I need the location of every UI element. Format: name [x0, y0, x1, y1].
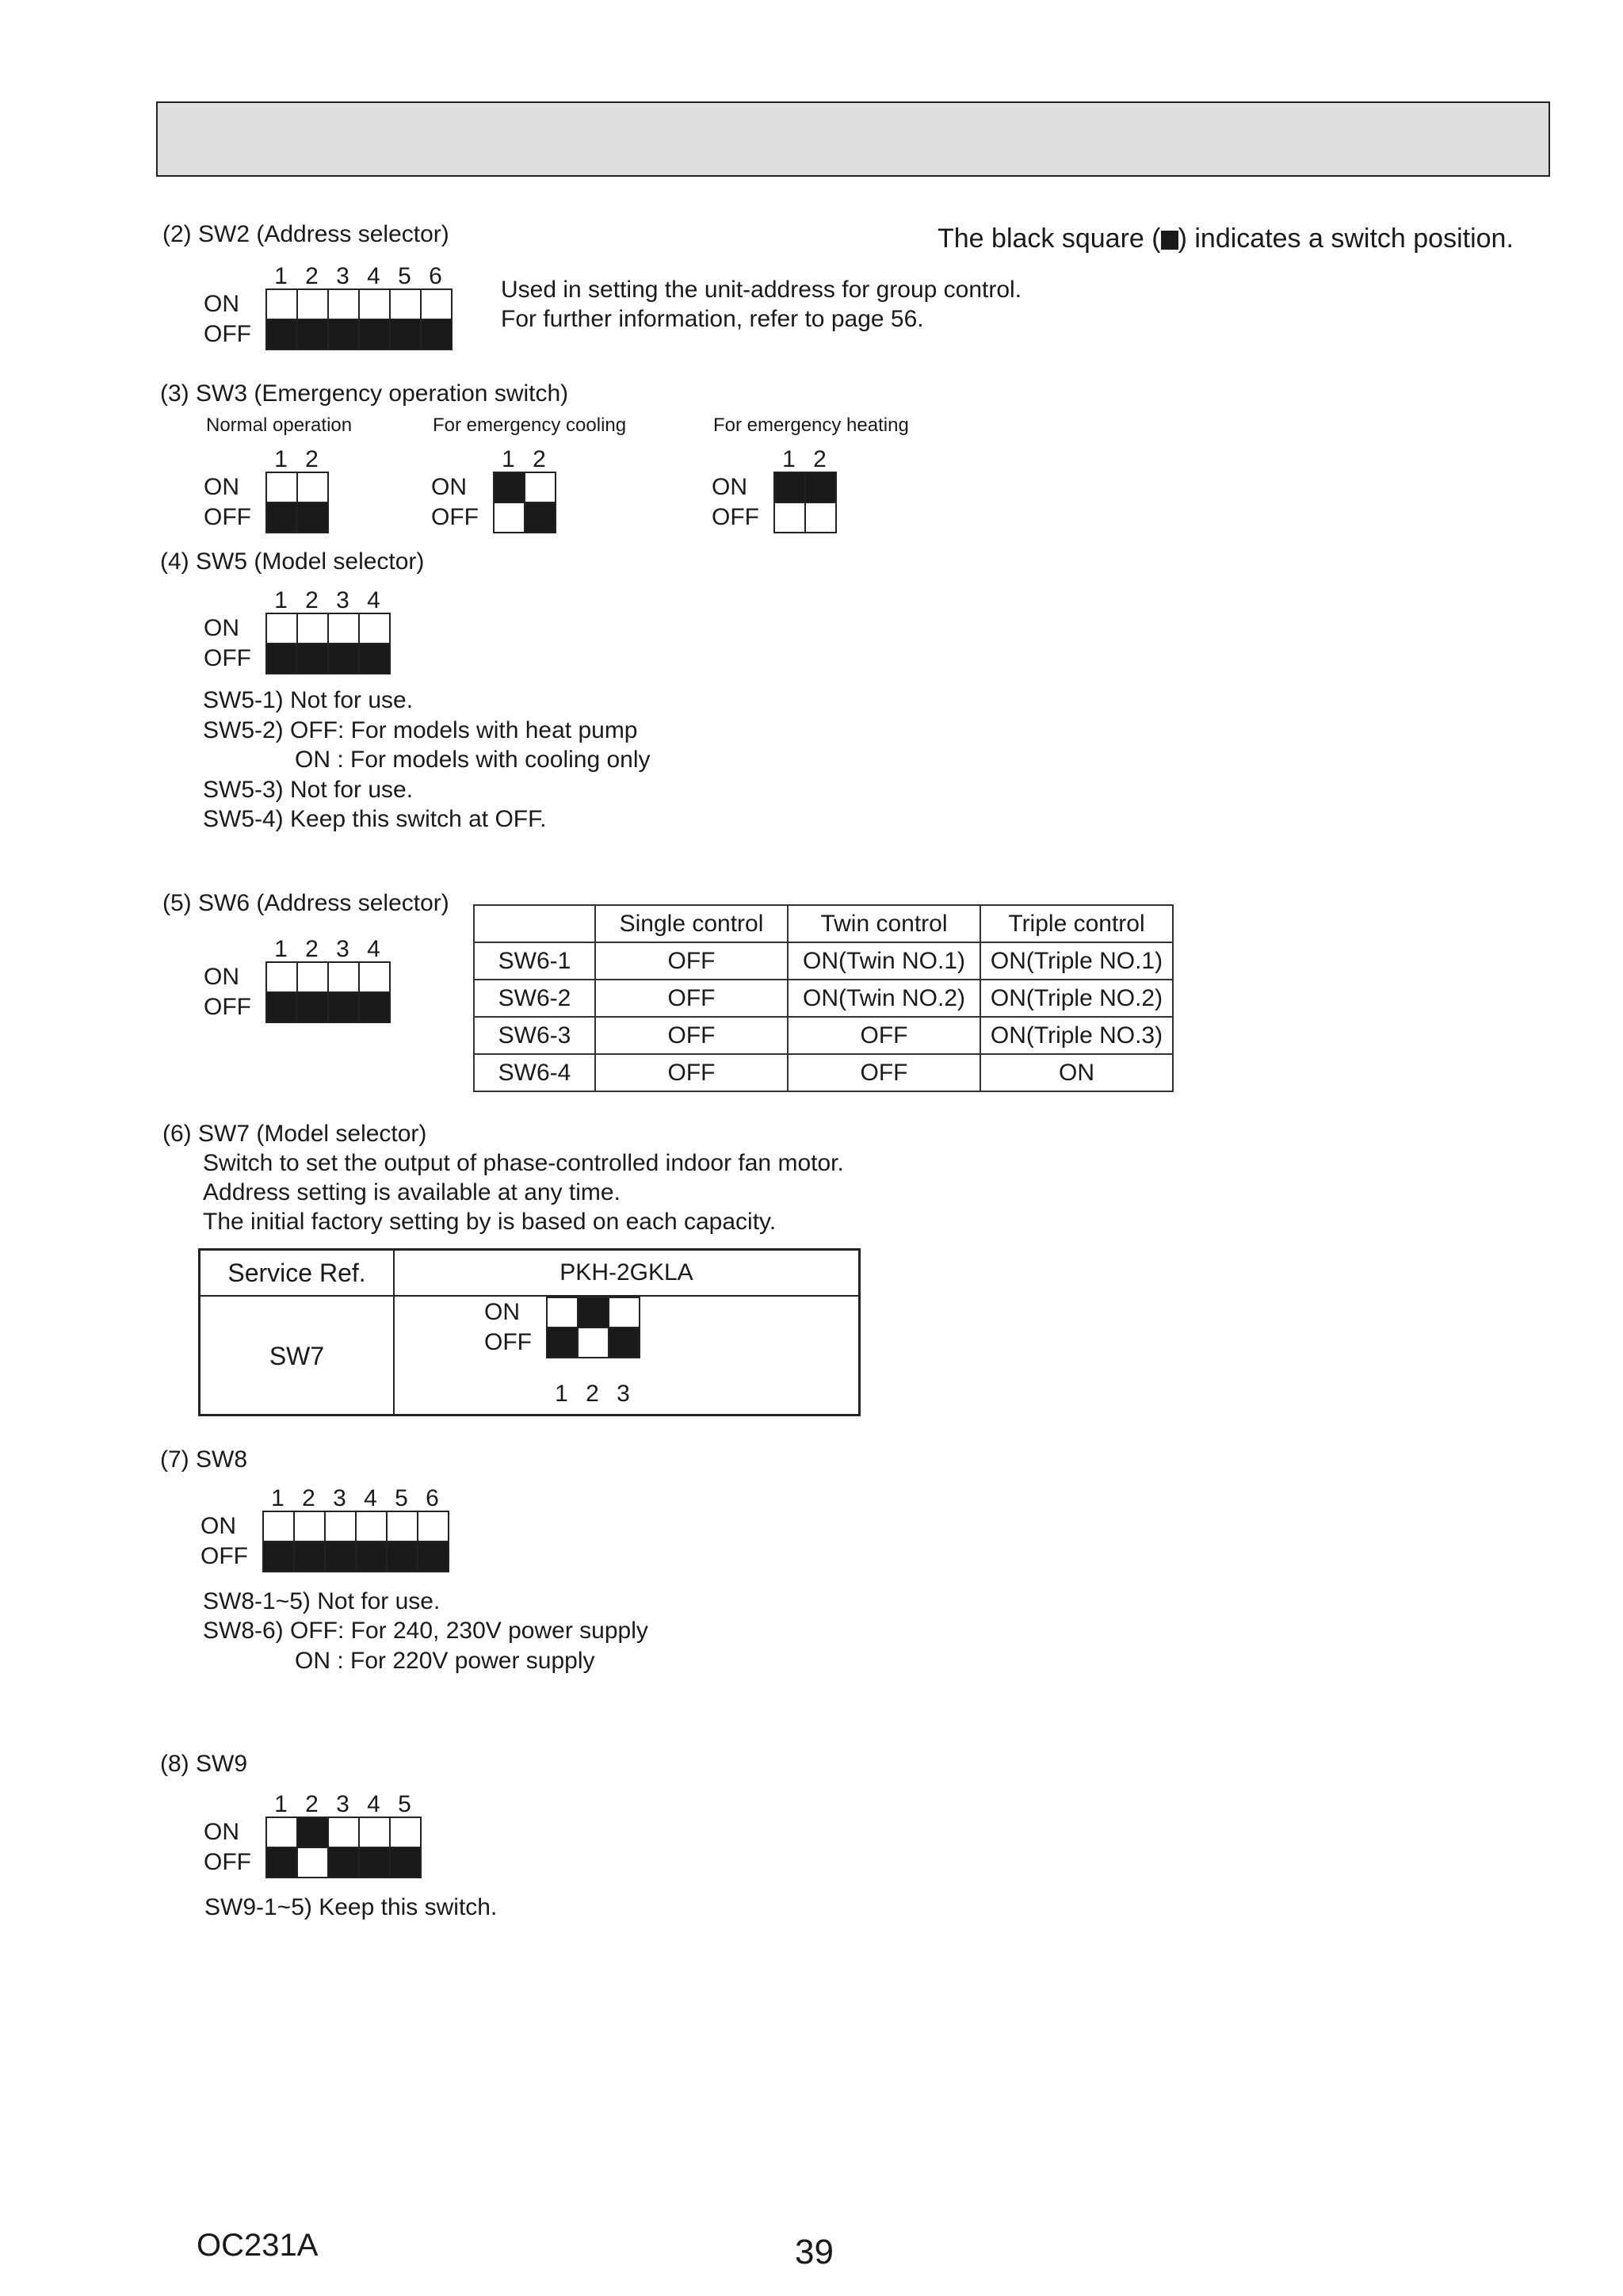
table-cell: SW6-3 — [474, 1017, 595, 1054]
switch-position — [298, 963, 329, 1022]
switch-number: 3 — [336, 263, 349, 289]
sw9-note: SW9-1~5) Keep this switch. — [204, 1894, 498, 1920]
switch-position — [329, 963, 360, 1022]
table-cell: ON(Twin NO.2) — [788, 980, 980, 1017]
sw8-note-1: SW8-1~5) Not for use. — [203, 1588, 441, 1614]
legend — [938, 223, 1514, 254]
switch-number: 2 — [305, 936, 319, 962]
switch-off-label: OFF — [204, 994, 251, 1020]
switch-position — [357, 1512, 388, 1571]
legend-text-after: ) indicates a switch position. — [1178, 223, 1514, 254]
switch-number: 5 — [395, 1485, 408, 1511]
switch-grid — [493, 472, 556, 533]
switch-number: 2 — [305, 446, 319, 472]
table-cell: OFF — [595, 1054, 788, 1091]
switch-position — [267, 1818, 298, 1877]
sw6-table-header: Single control — [595, 905, 788, 942]
switch-number: 3 — [617, 1381, 630, 1407]
switch-number: 1 — [782, 446, 796, 472]
switch-position — [775, 473, 806, 532]
switch-number: 6 — [429, 263, 442, 289]
table-cell: SW6-2 — [474, 980, 595, 1017]
switch-number: 1 — [502, 446, 515, 472]
switch-off-label: OFF — [204, 1849, 251, 1875]
switch-number: 1 — [274, 1791, 288, 1817]
sw3-variant-label-normal: Normal operation — [206, 415, 353, 436]
switch-position — [360, 614, 389, 673]
switch-number: 2 — [305, 1791, 319, 1817]
switch-off-label: OFF — [431, 504, 479, 530]
sw3-variant-label-cooling: For emergency cooling — [433, 415, 627, 436]
black-square-icon — [1161, 231, 1178, 250]
sw7-line-1: Switch to set the output of phase-controlled indoor fan motor. — [203, 1150, 844, 1176]
switch-position — [326, 1512, 357, 1571]
switch-number: 2 — [533, 446, 546, 472]
legend-text-before: The black square ( — [938, 223, 1161, 254]
switch-number: 4 — [367, 263, 380, 289]
switch-position — [418, 1512, 448, 1571]
switch-number: 3 — [336, 1791, 349, 1817]
sw6-heading: (5) SW6 (Address selector) — [162, 890, 449, 916]
switch-position — [360, 290, 391, 349]
switch-on-label: ON — [204, 615, 239, 641]
switch-grid — [773, 472, 837, 533]
switch-number: 1 — [274, 263, 288, 289]
switch-on-label: ON — [484, 1299, 520, 1325]
sw8-note-2: SW8-6) OFF: For 240, 230V power supply — [203, 1618, 648, 1644]
table-divider — [200, 1295, 858, 1297]
table-cell: ON(Triple NO.3) — [980, 1017, 1173, 1054]
table-cell: ON(Triple NO.2) — [980, 980, 1173, 1017]
table-cell: OFF — [595, 1017, 788, 1054]
switch-position — [609, 1298, 639, 1357]
switch-position — [360, 1818, 391, 1877]
switch-number: 1 — [274, 446, 288, 472]
switch-number: 1 — [274, 936, 288, 962]
switch-number: 5 — [398, 263, 411, 289]
switch-off-label: OFF — [712, 504, 759, 530]
switch-on-label: ON — [200, 1513, 236, 1539]
switch-position — [388, 1512, 418, 1571]
sw7-table-header-service-ref: Service Ref. — [227, 1259, 366, 1287]
switch-number: 2 — [302, 1485, 315, 1511]
switch-number: 3 — [336, 936, 349, 962]
sw2-heading: (2) SW2 (Address selector) — [162, 221, 449, 247]
sw5-note-1: SW5-1) Not for use. — [203, 687, 414, 713]
table-cell: ON(Triple NO.1) — [980, 942, 1173, 980]
switch-on-label: ON — [204, 474, 239, 500]
table-row — [474, 1054, 1173, 1091]
sw2-desc-line-1: Used in setting the unit-address for group control. — [501, 277, 1022, 303]
table-cell: OFF — [788, 1054, 980, 1091]
switch-position — [264, 1512, 295, 1571]
page-number: 39 — [795, 2233, 834, 2271]
switch-off-label: OFF — [200, 1543, 248, 1569]
switch-position — [329, 1818, 360, 1877]
sw7-table-header-model: PKH-2GKLA — [559, 1259, 693, 1286]
footer-model-code: OC231A — [197, 2228, 319, 2263]
switch-on-label: ON — [712, 474, 747, 500]
table-cell: SW6-1 — [474, 942, 595, 980]
switch-position — [391, 1818, 420, 1877]
switch-number: 4 — [367, 1791, 380, 1817]
sw8-note-3: ON : For 220V power supply — [295, 1648, 595, 1674]
sw6-table-header: Triple control — [980, 905, 1173, 942]
table-cell: SW6-4 — [474, 1054, 595, 1091]
switch-number: 4 — [367, 587, 380, 613]
switch-position — [548, 1298, 579, 1357]
switch-grid — [265, 472, 329, 533]
switch-on-label: ON — [204, 291, 239, 317]
header-band — [156, 101, 1550, 177]
switch-off-label: OFF — [204, 321, 251, 347]
sw7-line-2: Address setting is available at any time. — [203, 1179, 621, 1205]
switch-number: 1 — [271, 1485, 285, 1511]
switch-grid — [265, 1817, 422, 1878]
switch-grid — [265, 961, 391, 1023]
switch-position — [298, 290, 329, 349]
sw6-table-header: Twin control — [788, 905, 980, 942]
switch-position — [267, 963, 298, 1022]
switch-number: 1 — [555, 1381, 568, 1407]
switch-position — [525, 473, 555, 532]
switch-number: 3 — [336, 587, 349, 613]
sw5-note-5: SW5-4) Keep this switch at OFF. — [203, 806, 547, 832]
switch-off-label: OFF — [484, 1329, 532, 1355]
switch-number: 1 — [274, 587, 288, 613]
table-cell: ON — [980, 1054, 1173, 1091]
sw9-heading: (8) SW9 — [160, 1751, 248, 1777]
switch-off-label: OFF — [204, 645, 251, 671]
switch-number: 2 — [586, 1381, 599, 1407]
switch-position — [360, 963, 389, 1022]
switch-off-label: OFF — [204, 504, 251, 530]
switch-position — [267, 614, 298, 673]
switch-position — [267, 473, 298, 532]
switch-position — [267, 290, 298, 349]
switch-number: 3 — [333, 1485, 346, 1511]
table-row — [474, 1017, 1173, 1054]
switch-position — [806, 473, 835, 532]
sw5-note-2: SW5-2) OFF: For models with heat pump — [203, 717, 638, 743]
table-cell: OFF — [595, 942, 788, 980]
sw6-table-header-blank — [474, 905, 595, 942]
switch-number: 6 — [426, 1485, 439, 1511]
switch-position — [329, 614, 360, 673]
sw7-table — [198, 1248, 861, 1416]
switch-number: 2 — [813, 446, 827, 472]
switch-position — [295, 1512, 326, 1571]
sw3-variant-label-heating: For emergency heating — [713, 415, 909, 436]
switch-position — [391, 290, 422, 349]
sw5-note-4: SW5-3) Not for use. — [203, 777, 414, 803]
table-row — [474, 980, 1173, 1017]
table-cell: OFF — [788, 1017, 980, 1054]
switch-grid — [262, 1511, 449, 1572]
sw7-table-row-label: SW7 — [269, 1342, 325, 1370]
switch-position — [579, 1298, 609, 1357]
switch-on-label: ON — [204, 1819, 239, 1845]
sw5-heading: (4) SW5 (Model selector) — [160, 548, 425, 575]
switch-position — [495, 473, 525, 532]
switch-position — [298, 1818, 329, 1877]
switch-position — [329, 290, 360, 349]
switch-number: 4 — [367, 936, 380, 962]
sw6-control-table — [473, 904, 1174, 1092]
sw2-desc-line-2: For further information, refer to page 56. — [501, 306, 924, 332]
sw7-line-3: The initial factory setting by is based on each capacity. — [203, 1209, 777, 1235]
switch-on-label: ON — [204, 964, 239, 990]
switch-grid — [265, 288, 453, 350]
switch-number: 4 — [364, 1485, 377, 1511]
switch-number: 5 — [398, 1791, 411, 1817]
sw7-heading: (6) SW7 (Model selector) — [162, 1121, 427, 1147]
switch-on-label: ON — [431, 474, 467, 500]
table-cell: ON(Twin NO.1) — [788, 942, 980, 980]
table-cell: OFF — [595, 980, 788, 1017]
sw3-heading: (3) SW3 (Emergency operation switch) — [160, 380, 569, 407]
sw8-heading: (7) SW8 — [160, 1446, 248, 1473]
switch-number: 2 — [305, 263, 319, 289]
sw6-table-header-row — [474, 905, 1173, 942]
switch-position — [422, 290, 451, 349]
switch-grid — [265, 613, 391, 674]
switch-position — [298, 614, 329, 673]
switch-number: 2 — [305, 587, 319, 613]
switch-position — [298, 473, 327, 532]
sw5-note-3: ON : For models with cooling only — [295, 747, 651, 773]
switch-grid — [546, 1297, 640, 1358]
table-row — [474, 942, 1173, 980]
